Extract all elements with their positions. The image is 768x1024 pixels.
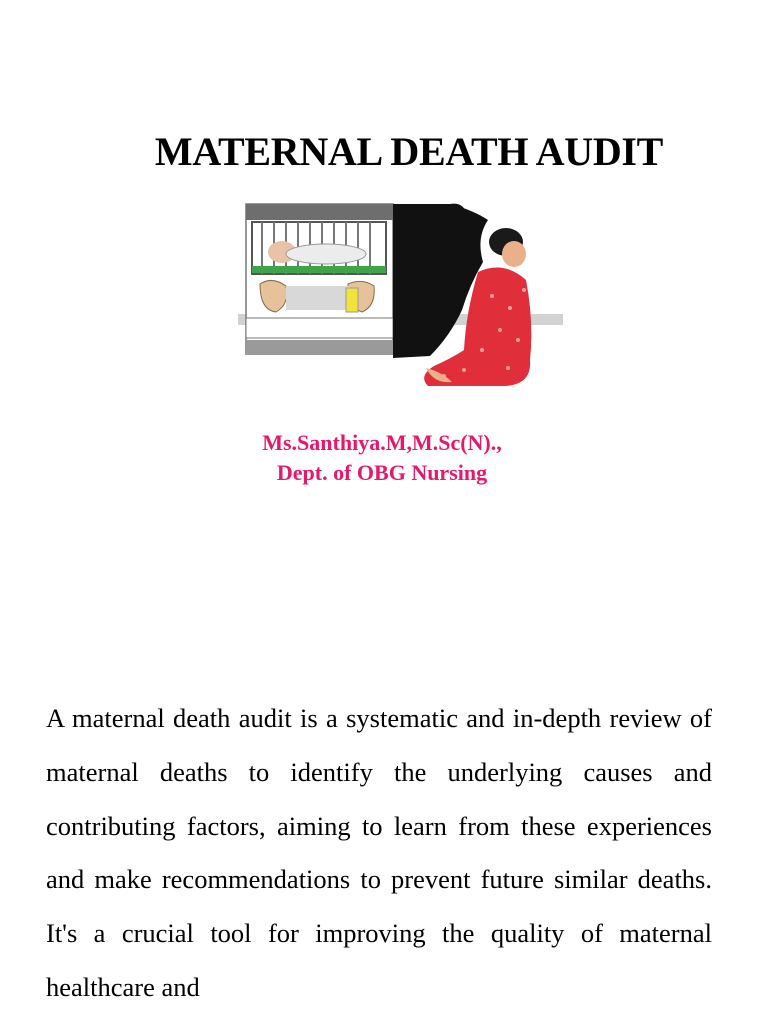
author-name: Ms.Santhiya.M,M.Sc(N).,	[262, 430, 502, 455]
document-title: MATERNAL DEATH AUDIT	[154, 129, 664, 174]
author-department: Dept. of OBG Nursing	[276, 460, 488, 485]
intro-paragraph: A maternal death audit is a systematic and in-depth review of maternal deaths to identify the underlying causes and contributing factors, aiming to learn from these experiences and make recommendations to prevent future similar deaths. It's a crucial tool for improving the quality of maternal healthcare and	[46, 703, 712, 1002]
maternal-death-illustration	[238, 200, 563, 394]
author-block	[0, 428, 764, 488]
